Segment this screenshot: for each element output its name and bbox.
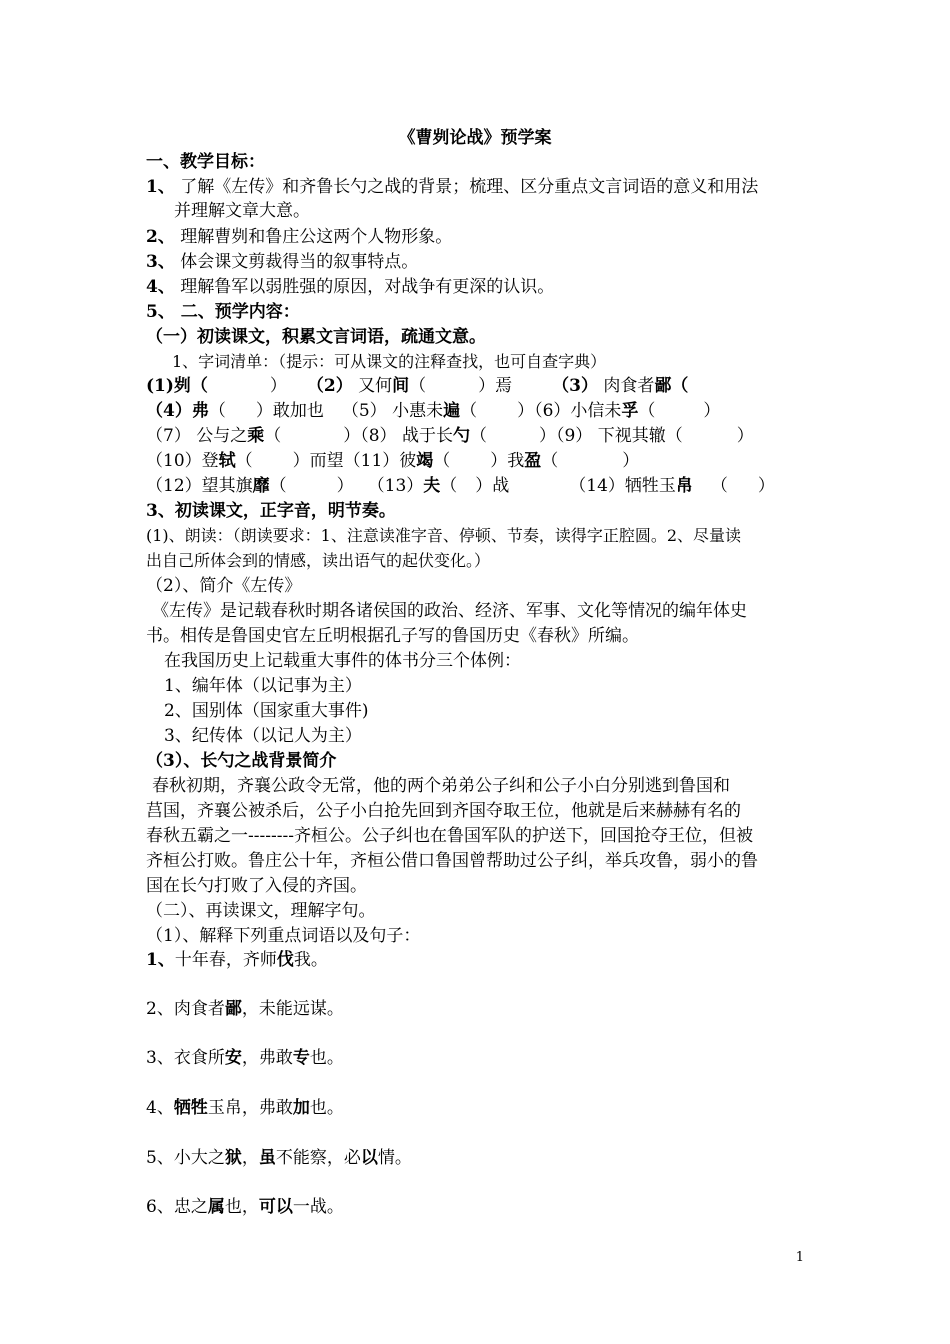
- vocab-row-2: （4）弗（ ）敢加也 （5） 小惠未遍（ ）（6）小信未孚（ ）: [146, 401, 721, 421]
- sentence-2: 2、肉食者鄙，未能远谋。: [146, 999, 344, 1019]
- document-title: 《曹刿论战》预学案: [398, 128, 552, 148]
- background-text-3: 春秋五霸之一--------齐桓公。公子纠也在鲁国军队的护送下，回国抢夺王位，但被: [146, 826, 753, 846]
- zuozhuan-text-2: 书。相传是鲁国史官左丘明根据孔子写的鲁国历史《春秋》所编。: [146, 626, 639, 646]
- background-text-4: 齐桓公打败。鲁庄公十年，齐桓公借口鲁国曾帮助过公子纠，举兵攻鲁，弱小的鲁: [146, 851, 758, 871]
- background-text-5: 国在长勺打败了入侵的齐国。: [146, 876, 367, 896]
- section-heading-content: 5、 二、预学内容：: [146, 302, 300, 322]
- part-3-heading: 3、初读课文，正字音，明节奏。: [146, 501, 396, 521]
- reading-req-2: 出自己所体会到的情感，读出语气的起伏变化。）: [146, 551, 491, 570]
- goal-3: 3、 体会课文剪裁得当的叙事特点。: [146, 252, 419, 272]
- goal-4: 4、 理解鲁军以弱胜强的原因，对战争有更深的认识。: [146, 277, 555, 297]
- background-text-1: 春秋初期，齐襄公政令无常，他的两个弟弟公子纠和公子小白分别逃到鲁国和: [152, 776, 730, 796]
- background-text-2: 莒国，齐襄公被杀后，公子小白抢先回到齐国夺取王位，他就是后来赫赫有名的: [146, 801, 741, 821]
- sentence-3: 3、衣食所安，弗敢专也。: [146, 1048, 344, 1068]
- vocab-row-3: （7） 公与之乘（ ）（8） 战于长勺（ ）（9） 下视其辙（ ）: [146, 426, 754, 446]
- reading-req-1: (1)、朗读：（朗读要求：1、注意读准字音、停顿、节奏，读得字正腔圆。2、尽量读: [146, 526, 742, 545]
- section-heading-goals: 一、教学目标：: [146, 152, 265, 172]
- background-heading: （3）、长勺之战背景简介: [146, 751, 337, 771]
- goal-1-cont: 并理解文章大意。: [174, 201, 310, 221]
- history-type-1: 1、编年体（以记事为主）: [164, 676, 362, 696]
- zuozhuan-text-1: 《左传》是记载春秋时期各诸侯国的政治、经济、军事、文化等情况的编年体史: [152, 601, 747, 621]
- vocab-row-4: （10）登轼（ ）而望（11）彼竭（ ）我盈（ ）: [146, 451, 640, 471]
- zuozhuan-heading: （2）、简介《左传》: [146, 576, 302, 596]
- sentence-1: 1、十年春，齐师伐我。: [146, 950, 328, 970]
- vocab-intro: 1、字词清单：（提示：可从课文的注释查找，也可自查字典）: [172, 352, 607, 371]
- part-1-heading: （一）初读课文，积累文言词语，疏通文意。: [146, 327, 486, 347]
- goal-2: 2、 理解曹刿和鲁庄公这两个人物形象。: [146, 227, 453, 247]
- vocab-row-1: (1)刿（ ） （2） 又何间（ ）焉 （3） 肉食者鄙（: [146, 376, 689, 396]
- vocab-row-5: （12）望其旗靡（ ） （13）夫（ ）战 （14）牺牲玉帛 （ ）: [146, 476, 775, 496]
- part-2-heading: （二）、再读课文，理解字句。: [146, 901, 376, 921]
- explain-intro: （1）、解释下列重点词语以及句子：: [146, 926, 421, 946]
- sentence-4: 4、牺牲玉帛，弗敢加也。: [146, 1098, 344, 1118]
- history-intro: 在我国历史上记载重大事件的体书分三个体例：: [164, 651, 521, 671]
- goal-1: 1、 了解《左传》和齐鲁长勺之战的背景；梳理、区分重点文言词语的意义和用法: [146, 177, 759, 197]
- sentence-5: 5、小大之狱，虽不能察，必以情。: [146, 1148, 412, 1168]
- sentence-6: 6、忠之属也，可以一战。: [146, 1197, 344, 1217]
- history-type-3: 3、纪传体（以记人为主）: [164, 726, 362, 746]
- history-type-2: 2、国别体（国家重大事件): [164, 701, 369, 721]
- page-number: 1: [795, 1250, 804, 1265]
